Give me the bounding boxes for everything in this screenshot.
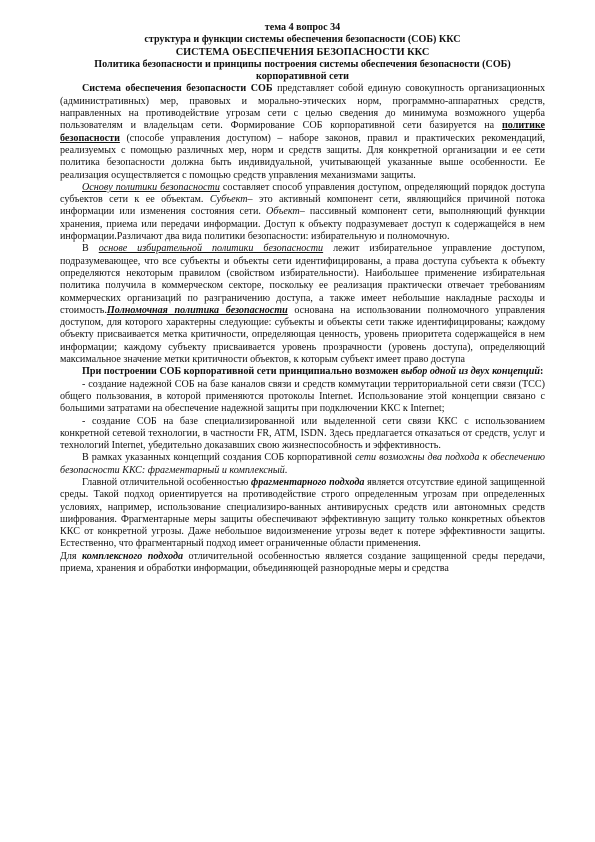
paragraph-4: При построении СОБ корпоративной сети принципиально возможен выбор одной из двух концепций: [82, 366, 544, 378]
paragraph-9: Для комплексного подхода отличительной особенностью является создание защищенной среды передачи, приема, хранения и обработки информации, объединяющей разнородные меры и средства [60, 550, 545, 575]
document-page [60, 22, 545, 575]
paragraph-5: - создание надежной СОБ на базе каналов связи и средств коммутации территориальной сети связи (ТСС) общего пользования, в которой применяются протоколы Internet. Использование этой концепции связано с большими затратами на обеспечение надежной защиты при подключении ККС к Internet; [60, 378, 545, 415]
doc-topic: тема 4 вопрос 34 [264, 22, 341, 33]
paragraph-3: В основе избирательной политики безопасности лежит избирательное управление доступом, подразумевающее, что все субъекты и объекты сети идентифицированы, а права доступа субъекта к объекту определяются некоторым правилом (свойством избирательности). Наибольшее применение избирательная политика получила в коммерческом секторе, поскольку ее реализация практически отвечает требованиям коммерческих организаций по разграничению доступа, а также имеет небольшие накладные расходы и стоимость.Полномочная политика безопасности основана на использовании полномочного управления доступом, для которого характерны следующие: субъекты и объекты сети также идентифицированы; каждому объекту присваивается метка критичности, определяющая ценность, уровень приоритета содержащейся в нем информации; каждому субъекту присваивается уровень прозрачности (уровень доступа), определяющий максимальное значение метки критичности объектов, к которым субъект имеет право доступа [60, 243, 545, 366]
paragraph-1: Система обеспечения безопасности СОБ представляет собой единую совокупность организационных (административных) мер, правовых и морально-этических норм, программно-аппаратных средств, направленных на противодействие угрозам сети с целью сведения до минимума возможного ущерба пользователям и владельцам сети. Формирование СОБ корпоративной сети базируется на политике безопасности (способе управления доступом) – наборе законов, правил и практических рекомендаций, реализуемых с помощью различных мер, норм и средств защиты. Для конкретной организации и ее сети политика безопасности должна быть индивидуальной, учитывающей указанные выше особенности. Ее реализация осуществляется с помощью средств управления механизмами защиты. [60, 83, 546, 181]
doc-title: СИСТЕМА ОБЕСПЕЧЕНИЯ БЕЗОПАСНОСТИ ККС [175, 46, 430, 58]
doc-subtitle: структура и функции системы обеспечения безопасности (СОБ) ККС [144, 34, 461, 46]
section-heading: Политика безопасности и принципы построения системы обеспечения безопасности (СОБ) корпоративной сети [94, 58, 511, 83]
paragraph-8: Главной отличительной особенностью фрагментарного подхода является отсутствие единой защищенной среды. Такой подход ориентируется на противодействие строго определенным угрозам при определенных условиях, например, использование специализиро-ванных антивирусных средств или автономных средств шифрования. Фрагментарные меры защиты обеспечивают эффективную защиту только конкретных объектов ККС от конкретной угрозы. Даже небольшое видоизменение угрозы ведет к потере эффективности защиты. Естественно, что фрагментарный подход имеет ограниченные области применения. [60, 476, 546, 550]
paragraph-7: В рамках указанных концепций создания СОБ корпоративной сети возможны два подхода к обеспечению безопасности ККС: фрагментарный и комплексный. [60, 452, 545, 476]
paragraph-2: Основу политики безопасности составляет способ управления доступом, определяющий порядок доступа субъектов сети к ее объектам. Субъект– это активный компонент сети, являющийся причиной потока информации или изменения состояния сети. Объект– пассивный компонент сети, выполняющий функции хранения, приема или передачи информации. Доступ к объекту подразумевает доступ к содержащейся в нем информации.Различают два вида политики безопасности: избирательную и полномочную. [60, 181, 545, 243]
paragraph-6: - создание СОБ на базе специализированной или выделенной сети связи ККС с использованием конкретной сетевой технологии, в частности FR, ATM, ISDN. Здесь предлагается отказаться от средств, услуг и технологий Internet, убедительно доказавших свою жизнеспособность и эффективность. [60, 415, 545, 452]
